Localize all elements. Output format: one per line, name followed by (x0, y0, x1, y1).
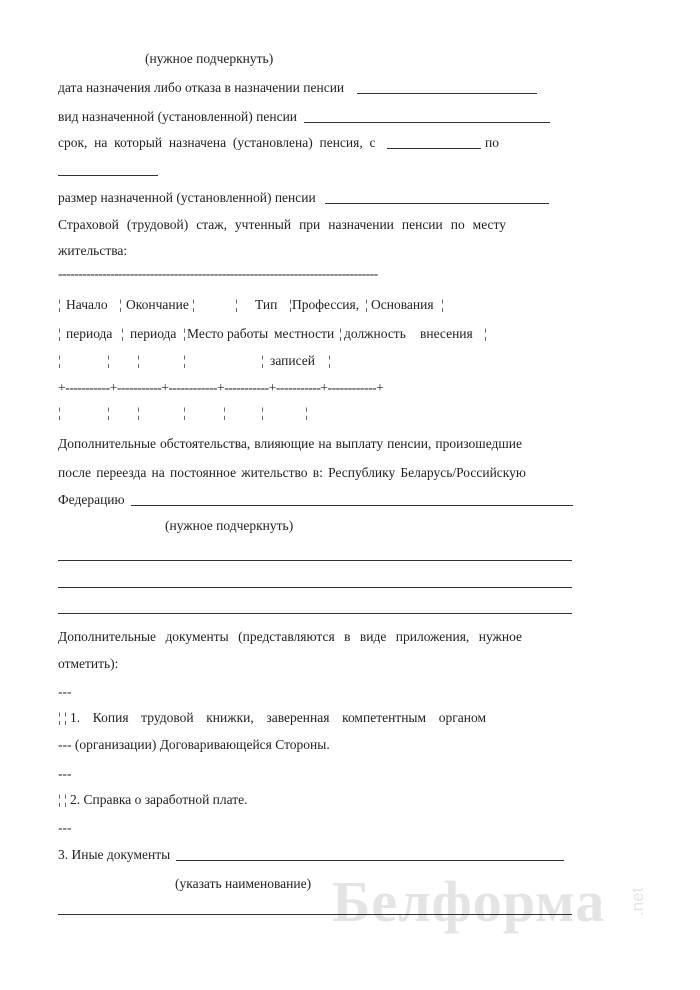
table-divider: ¦ (328, 353, 331, 368)
extra-docs-line2: отметить): (58, 656, 119, 671)
checkbox-2[interactable]: ¦ ¦ (58, 792, 67, 807)
term-from-field[interactable] (387, 148, 481, 149)
doc2-label: 2. Справка о заработной плате. (70, 792, 248, 807)
table-separator: +-----------+-----------+------------+-----------+-----------+------------+ (58, 380, 384, 395)
amount-label: размер назначенной (установленной) пенсии (58, 190, 316, 205)
term-to-field[interactable] (58, 175, 158, 176)
col-workplace-header: Место работы (187, 326, 269, 341)
table-top-border: -------------------------------------------------------------------------------- (58, 266, 378, 281)
table-divider: ¦ (119, 297, 122, 312)
term-to-label: по (485, 135, 499, 150)
underline-hint-2: (нужное подчеркнуть) (165, 518, 294, 533)
insurance-paragraph-line1: Страховой (трудовой) стаж, учтенный при назначении пенсии по месту (58, 217, 506, 232)
underline-hint: (нужное подчеркнуть) (145, 51, 274, 66)
table-divider: ¦ (107, 353, 110, 368)
table-divider: ¦ (192, 297, 195, 312)
table-divider: ¦ (305, 405, 308, 420)
table-divider: ¦ (58, 326, 61, 341)
pension-type-label: вид назначенной (установленной) пенсии (58, 109, 298, 124)
doc1-line2: --- (организации) Договаривающейся Стороны. (58, 737, 330, 752)
table-divider: ¦ (58, 353, 61, 368)
pension-type-field[interactable] (304, 122, 550, 123)
col-locality-header-1: Тип (255, 297, 278, 312)
other-documents-extra-line[interactable] (58, 914, 572, 915)
decision-date-label: дата назначения либо отказа в назначении пенсии (58, 80, 345, 95)
watermark-suffix: .net (628, 887, 647, 916)
col-basis-header-1: Основания (371, 297, 434, 312)
circumstances-extra-line-1[interactable] (58, 560, 572, 561)
checkbox-2-top: --- (58, 766, 72, 781)
extra-docs-line1: Дополнительные документы (представляются в виде приложения, нужное (58, 629, 522, 644)
table-divider: ¦ (261, 405, 264, 420)
table-divider: ¦ (137, 353, 140, 368)
circumstances-field[interactable] (131, 505, 573, 506)
other-documents-field[interactable] (176, 860, 564, 861)
watermark-logo: Белформа (332, 869, 606, 934)
table-divider: ¦ (58, 405, 61, 420)
table-divider: ¦ (107, 405, 110, 420)
name-hint: (указать наименование) (175, 876, 312, 891)
table-divider: ¦ (58, 297, 61, 312)
table-divider: ¦ (235, 297, 238, 312)
table-divider: ¦ (183, 353, 186, 368)
table-divider: ¦ (223, 405, 226, 420)
col-start-header-2: периода (66, 326, 113, 341)
doc3-label: 3. Иные документы (58, 847, 171, 862)
insurance-paragraph-line2: жительства: (58, 243, 128, 258)
table-divider: ¦ (261, 353, 264, 368)
table-divider: ¦ (183, 405, 186, 420)
table-divider: ¦ (339, 326, 342, 341)
table-divider: ¦ (441, 297, 444, 312)
table-divider: ¦ (121, 326, 124, 341)
decision-date-field[interactable] (357, 93, 537, 94)
checkbox-1-top: --- (58, 684, 72, 699)
table-divider: ¦ (183, 326, 186, 341)
col-profession-header-2: должность (344, 326, 406, 341)
amount-field[interactable] (325, 203, 549, 204)
col-end-header-2: периода (130, 326, 177, 341)
col-profession-header-1: Профессия, (292, 297, 360, 312)
term-label: срок, на который назначена (установлена) пенсия, с (58, 135, 376, 150)
circumstances-extra-line-3[interactable] (58, 613, 572, 614)
extra-circumstances-line1: Дополнительные обстоятельства, влияющие на выплату пенсии, произошедшие (58, 436, 522, 451)
checkbox-2-bottom: --- (58, 820, 72, 835)
table-divider: ¦ (365, 297, 368, 312)
col-end-header-1: Окончание (126, 297, 189, 312)
extra-circumstances-line3: Федерацию (58, 492, 125, 507)
table-divider: ¦ (289, 297, 292, 312)
circumstances-extra-line-2[interactable] (58, 587, 572, 588)
checkbox-1[interactable]: ¦ ¦ (58, 710, 67, 725)
col-start-header-1: Начало (66, 297, 108, 312)
col-basis-header-2: внесения (420, 326, 473, 341)
doc1-line1: 1. Копия трудовой книжки, заверенная компетентным органом (70, 710, 486, 725)
table-divider: ¦ (484, 326, 487, 341)
col-basis-header-3: записей (270, 353, 315, 368)
extra-circumstances-line2: после переезда на постоянное жительство в: Республику Беларусь/Российскую (58, 465, 526, 480)
col-locality-header-2: местности (274, 326, 335, 341)
table-divider: ¦ (137, 405, 140, 420)
